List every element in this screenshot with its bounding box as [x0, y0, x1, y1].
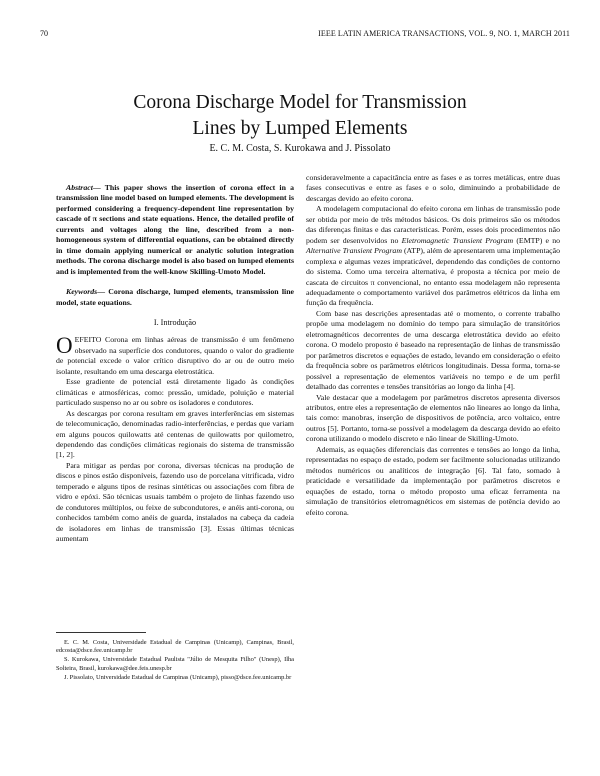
- footnote-3: J. Pissolato, Universidade Estadual de Campinas (Unicamp), pisso@dsce.fee.unicamp.br: [64, 673, 292, 681]
- page-number: 70: [40, 29, 48, 38]
- body-paragraph-state-equations: Ademais, as equações diferenciais das correntes e tensões ao longo da linha, representadas no espaço de estado, podem ser facilmente solucionadas utilizando métodos numéricos ou analíticos de integração [6]. Tal fato, somado à praticidade e versatilidade da implementação por parâmetros discretos e equações de estado, torna o método proposto uma eficaz ferramenta na simulação de transitórios eletromagnéticos em sistemas de potência devido ao efeito corona.: [306, 444, 560, 517]
- intro-paragraph-1: OEFEITO Corona em linhas aéreas de transmissão é um fenômeno observado na superfície dos condutores, quando o valor do gradiente de potencial excede o valor crítico disruptivo do ar ou de outro meio isolante, resultando em uma descarga eletrostática.: [56, 333, 294, 376]
- footnote-1: E. C. M. Costa, Universidade Estadual de Campinas (Unicamp), Campinas, Brasil, edcosta@dsce.fee.unicamp.br: [56, 639, 294, 655]
- abstract: [56, 183, 294, 277]
- author-footnotes: [56, 632, 294, 683]
- journal-citation: IEEE LATIN AMERICA TRANSACTIONS, VOL. 9, NO. 1, MARCH 2011: [318, 29, 570, 38]
- emtp-name: Eletromagnetic Transient Program: [401, 235, 514, 245]
- author-list: E. C. M. Costa, S. Kurokawa and J. Pissolato: [209, 143, 391, 154]
- continued-paragraph: consideravelmente a capacitância entre as fases e as torres metálicas, entre duas fases consecutivas e entre as fases e o solo, diminuindo a probabilidade de descargas devido ao efeito corona.: [306, 173, 560, 203]
- paper-title: [40, 90, 560, 142]
- right-column: [306, 173, 560, 518]
- intro-paragraph-4: Para mitigar as perdas por corona, diversas técnicas na produção de discos e pinos estão disponíveis, fazendo uso de porcelana vitrificada, vidro temperado e alguns tipos de resinas sintéticas ou associações com fibra de vidro e epóxi. São técnicas usuais também o projeto de linhas fazendo uso de condutores múltiplos, ou feixe de subcondutores, e anéis anti-corona, ou conhecidos também como anéis de guarda, instalados na cabeça da cadeia de isoladores em linhas de transmissão [3]. Essas últimas técnicas aumentam: [56, 460, 294, 544]
- page-header: [40, 29, 570, 41]
- drop-cap: O: [56, 333, 73, 359]
- atp-name: Alternative Transient Program: [306, 246, 402, 256]
- body-paragraph-proposal: Com base nas descrições apresentadas até o momento, o corrente trabalho propõe uma modelagem no domínio do tempo para simulação de transitórios eletromagnéticos decorrentes de uma descarga eletrostática devido ao efeito corona. O modelo proposto é baseado na representação de linhas de transmissão por parâmetros discretos e equações de estado, levando em consideração o efeito da frequência sobre os parâmetros elétricos longitudinais. Dessa forma, torna-se possível a representação de elementos variáveis no tempo e de um perfil detalhado das correntes e tensões transitórias ao longo da linha [4].: [306, 308, 560, 392]
- abstract-label: Abstract: [66, 183, 93, 192]
- left-column: [56, 183, 294, 545]
- abstract-text: — This paper shows the insertion of corona effect in a transmission line model based on lumped elements. The development is performed considering a frequency-dependent line representation by cascade of π sections and state equations. Hence, the detailed profile of currents and voltages along the line, described from a non-homogeneous system of differential equations, can be obtained directly in time domain applying numerical or analytic solution integration methods. The corona discharge model is also based on lumped elements and is implemented from the well-know Skilling-Umoto Model.: [56, 183, 294, 276]
- body-paragraph-discrete: Vale destacar que a modelagem por parâmetros discretos apresenta diversos atributos, entre eles a representação de elementos não lineares ao longo da linha, tais como: manobras, inserção de dispositivos de potência, arco voltaico, entre outros [5]. Portanto, torna-se possível a modelagem da descarga devido ao efeito corona utilizando o modelo discreto e não linear de Skilling-Umoto.: [306, 392, 560, 444]
- footnote-2: S. Kurokawa, Universidade Estadual Paulista "Júlio de Mesquita Filho" (Unesp), Ilha Solteira, Brasil, kurokawa@dee.feis.unesp.br: [56, 656, 294, 672]
- title-line-1: Corona Discharge Model for Transmission: [133, 92, 467, 113]
- body-paragraph-modeling: A modelagem computacional do efeito corona em linhas de transmissão pode ser obtida por meio de três métodos básicos. Os dois primeiros são os métodos das diferenças finitas e das características. Porém, esses dois procedimentos não podem ser desenvolvidos no Eletromagnetic Transient Program (EMTP) e no Alternative Transient Program (ATP), além de apresentarem uma implementação complexa e algumas vezes impraticável, dependendo das condições de contorno do sistema. Como uma terceira alternativa, é proposta a técnica por meio de cascata de circuitos π convencional, no entanto essa modelagem não representa adequadamente o comportamento variável dos parâmetros elétricos da linha em função da frequência.: [306, 204, 561, 308]
- footnote-rule: [56, 632, 146, 633]
- keywords: [56, 287, 294, 308]
- section-heading: I. Introdução: [153, 317, 197, 327]
- intro-paragraph-2: Esse gradiente de potencial está diretamente ligado às condições climáticas e atmosféricas, como: pressão, umidade, poluição e material particulado suspenso no ar ou sobre os isoladores e condutores.: [56, 377, 294, 408]
- title-line-2: Lines by Lumped Elements: [192, 118, 408, 139]
- intro-paragraph-3: As descargas por corona resultam em graves interferências em sistemas de telecomunicação, denominadas radio-interferências, e perdas que variam em alguns poucos quilowatts até centenas de quilowatts por quilometro, dependendo das condições climáticas regionais do sistema de transmissão [1, 2].: [56, 408, 294, 460]
- keywords-text: — Corona discharge, lumped elements, transmission line model, state equations.: [56, 287, 294, 307]
- keywords-label: Keywords: [66, 287, 98, 297]
